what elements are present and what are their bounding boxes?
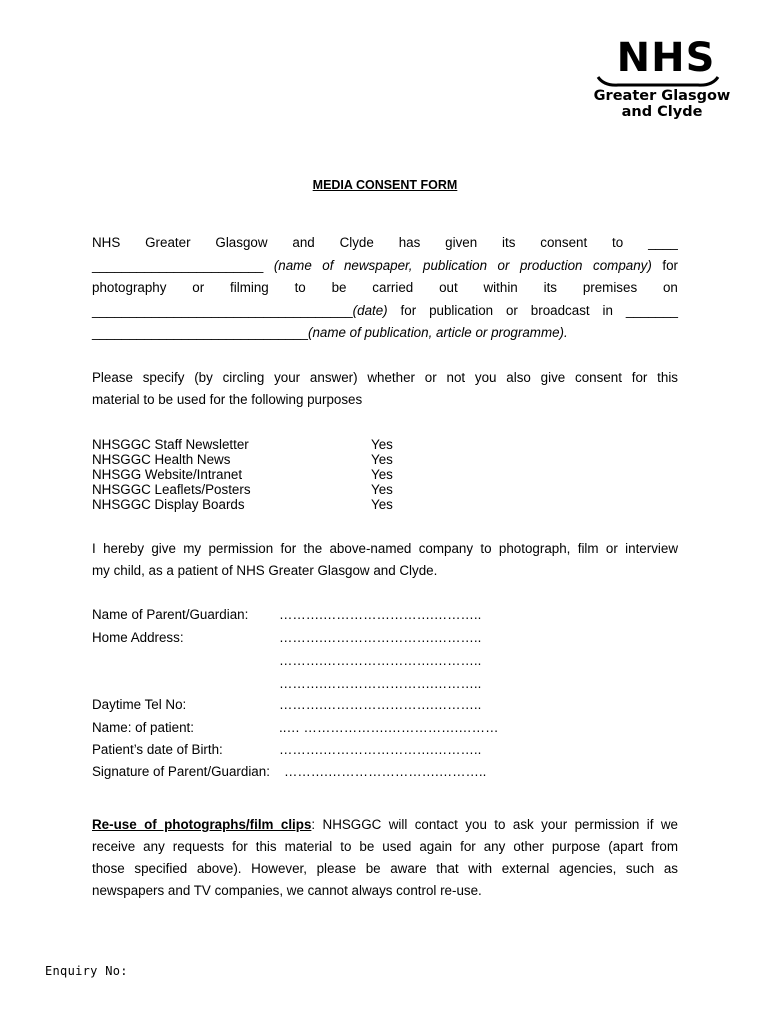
purpose-answer[interactable]: Yes xyxy=(371,497,393,512)
purpose-name: NHSGGC Leaflets/Posters xyxy=(92,482,251,497)
field-label: Signature of Parent/Guardian: xyxy=(92,764,270,779)
purpose-name: NHSGG Website/Intranet xyxy=(92,467,243,482)
consent-line-2: _______________________ (name of newspaper, publication or production company) for xyxy=(92,258,678,273)
field-label: Patient’s date of Birth: xyxy=(92,742,223,757)
reuse-heading: Re-use of photographs/film clips xyxy=(92,817,312,832)
blank-publication-cont[interactable]: _____________________________ xyxy=(92,325,308,340)
field-label: Name of Parent/Guardian: xyxy=(92,607,249,622)
consent-line-3: photography or filming to be carried out within its premises on xyxy=(92,280,678,295)
reuse-line-4: newspapers and TV companies, we cannot always control re-use. xyxy=(92,883,482,898)
daytime-tel-field[interactable]: ……….…………………….……….. xyxy=(279,697,482,712)
field-label: Daytime Tel No: xyxy=(92,697,187,712)
purpose-name: NHSGGC Display Boards xyxy=(92,497,245,512)
purpose-name: NHSGGC Staff Newsletter xyxy=(92,437,249,452)
field-label: Name: of patient: xyxy=(92,720,194,735)
reuse-line-2: receive any requests for this material to be used again for any other purpose (apart from xyxy=(92,839,678,854)
permission-line-2: my child, as a patient of NHS Greater Glasgow and Clyde. xyxy=(92,563,438,578)
purpose-answer[interactable]: Yes xyxy=(371,452,393,467)
enquiry-number-label: Enquiry No: xyxy=(45,964,128,978)
purpose-name: NHSGGC Health News xyxy=(92,452,231,467)
blank-date[interactable]: ___________________________________ xyxy=(92,303,353,318)
consent-line-5: _____________________________(name of publication, article or programme). xyxy=(92,325,568,340)
reuse-line-1: Re-use of photographs/film clips: NHSGGC will contact you to ask your permission if we xyxy=(92,817,678,832)
patient-name-field[interactable]: ..… ……………….…………….……… xyxy=(279,720,499,735)
purpose-answer[interactable]: Yes xyxy=(371,437,393,452)
specify-line-1: Please specify (by circling your answer) whether or not you also give consent for this xyxy=(92,370,678,385)
nhs-logo xyxy=(588,35,731,120)
purpose-answer[interactable]: Yes xyxy=(371,467,393,482)
logo-line-1: Greater Glasgow xyxy=(593,88,731,104)
patient-dob-field[interactable]: ……….…………………….……….. xyxy=(279,742,482,757)
consent-line-4: ___________________________________(date) for publication or broadcast in _______ xyxy=(92,303,678,318)
logo-line-2: and Clyde xyxy=(621,104,703,120)
logo-mark: NHS xyxy=(616,35,716,81)
permission-line-1: I hereby give my permission for the above-named company to photograph, film or interview xyxy=(92,541,678,556)
purpose-answer[interactable]: Yes xyxy=(371,482,393,497)
home-address-field-2[interactable]: ……….…………………….……….. xyxy=(279,653,482,668)
form-title: MEDIA CONSENT FORM xyxy=(312,178,458,192)
blank-publication[interactable]: _______ xyxy=(625,303,678,318)
home-address-field-3[interactable]: ……….…………………….……….. xyxy=(279,676,482,691)
reuse-line-3: those specified above). However, please be aware that with external agencies, such as xyxy=(92,861,678,876)
blank-company[interactable]: ____ xyxy=(648,235,678,250)
signature-field[interactable]: ……….…………………….……….. xyxy=(284,764,487,779)
specify-line-2: material to be used for the following purposes xyxy=(92,392,363,407)
parent-name-field[interactable]: ……….…………………….……….. xyxy=(279,607,482,622)
field-label: Home Address: xyxy=(92,630,184,645)
home-address-field[interactable]: ……….…………………….……….. xyxy=(279,630,482,645)
blank-company-cont[interactable]: _______________________ xyxy=(92,258,264,273)
consent-line-1: NHS Greater Glasgow and Clyde has given its consent to ____ xyxy=(92,235,678,250)
